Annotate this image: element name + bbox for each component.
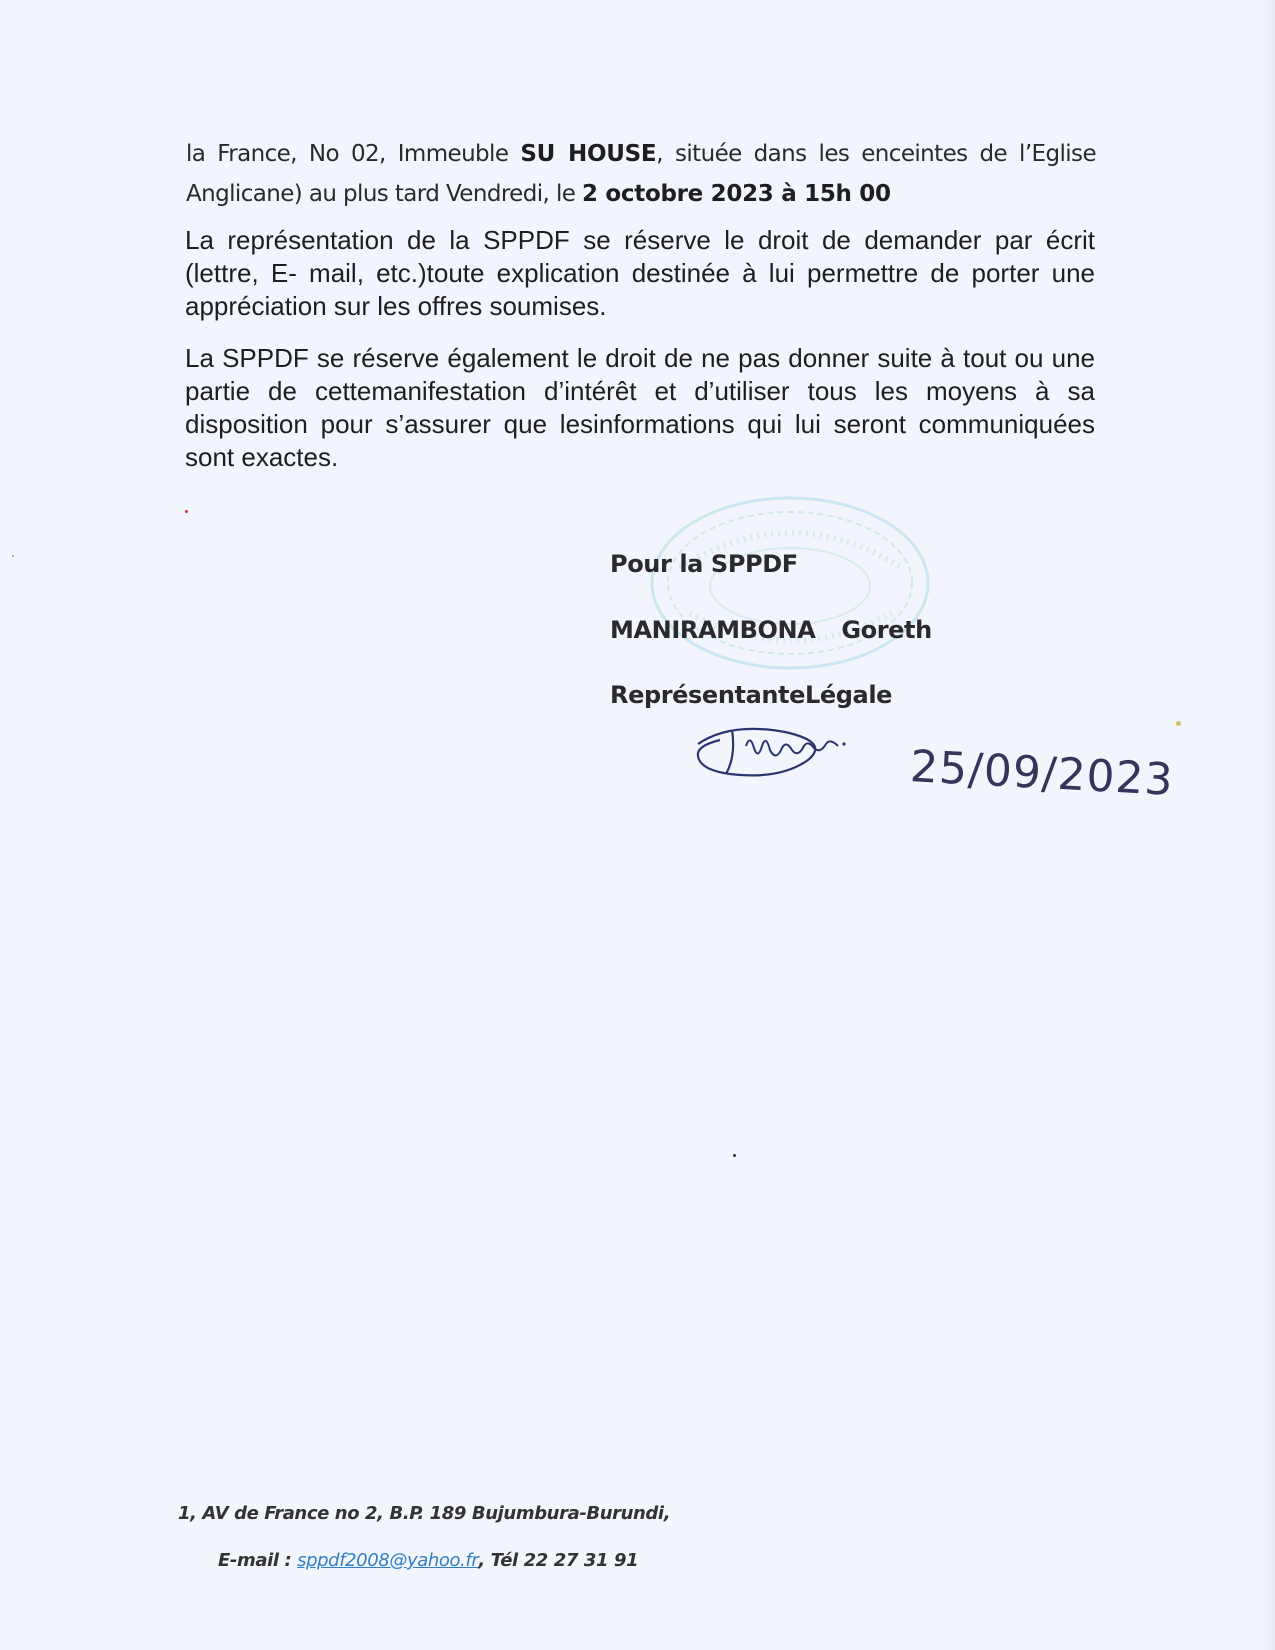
building-name: SU HOUSE xyxy=(520,141,657,167)
paragraph-deadline-text-1: la France, No 02, Immeuble xyxy=(186,141,521,167)
signature-for-line: Pour la SPPDF xyxy=(610,550,798,578)
phone-number: , Tél 22 27 31 91 xyxy=(478,1550,639,1571)
email-label: E-mail : xyxy=(218,1550,298,1571)
paragraph-clarification: La représentation de la SPPDF se réserve le droit de demander par écrit (lettre, E- mail, etc.)toute explication destinée à lui permettre de porter une appréciation sur les offres soumises. xyxy=(185,225,1095,321)
scan-speck xyxy=(12,555,14,557)
page-edge xyxy=(1261,0,1275,1650)
paragraph-reservation: La SPPDF se réserve également le droit de ne pas donner suite à tout ou une partie de cettemanifestation d’intérêt et d’utiliser tous les moyens à sa disposition pour s’assurer que lesinformations qui lui seront communiquées sont exactes. xyxy=(185,343,1095,472)
footer-contact xyxy=(218,1550,638,1571)
paragraph-deadline xyxy=(186,134,1096,214)
scan-speck xyxy=(1176,721,1181,726)
handwritten-signature xyxy=(690,716,890,786)
email-link[interactable]: sppdf2008@yahoo.fr xyxy=(297,1550,479,1571)
official-stamp xyxy=(640,488,940,678)
signatory-name: MANIRAMBONA Goreth xyxy=(610,616,932,644)
paragraph-deadline-text-2: , située dans les enceintes de l’Eglise Anglicane) au plus tard Vendredi, le xyxy=(186,141,1096,207)
footer-address: 1, AV de France no 2, B.P. 189 Bujumbura-Burundi, xyxy=(178,1503,671,1524)
deadline-date: 2 octobre 2023 à 15h 00 xyxy=(582,181,891,207)
handwritten-date: 25/09/2023 xyxy=(908,741,1175,806)
signatory-title: ReprésentanteLégale xyxy=(610,681,893,709)
scan-speck xyxy=(185,510,188,513)
scan-speck xyxy=(733,1154,736,1157)
